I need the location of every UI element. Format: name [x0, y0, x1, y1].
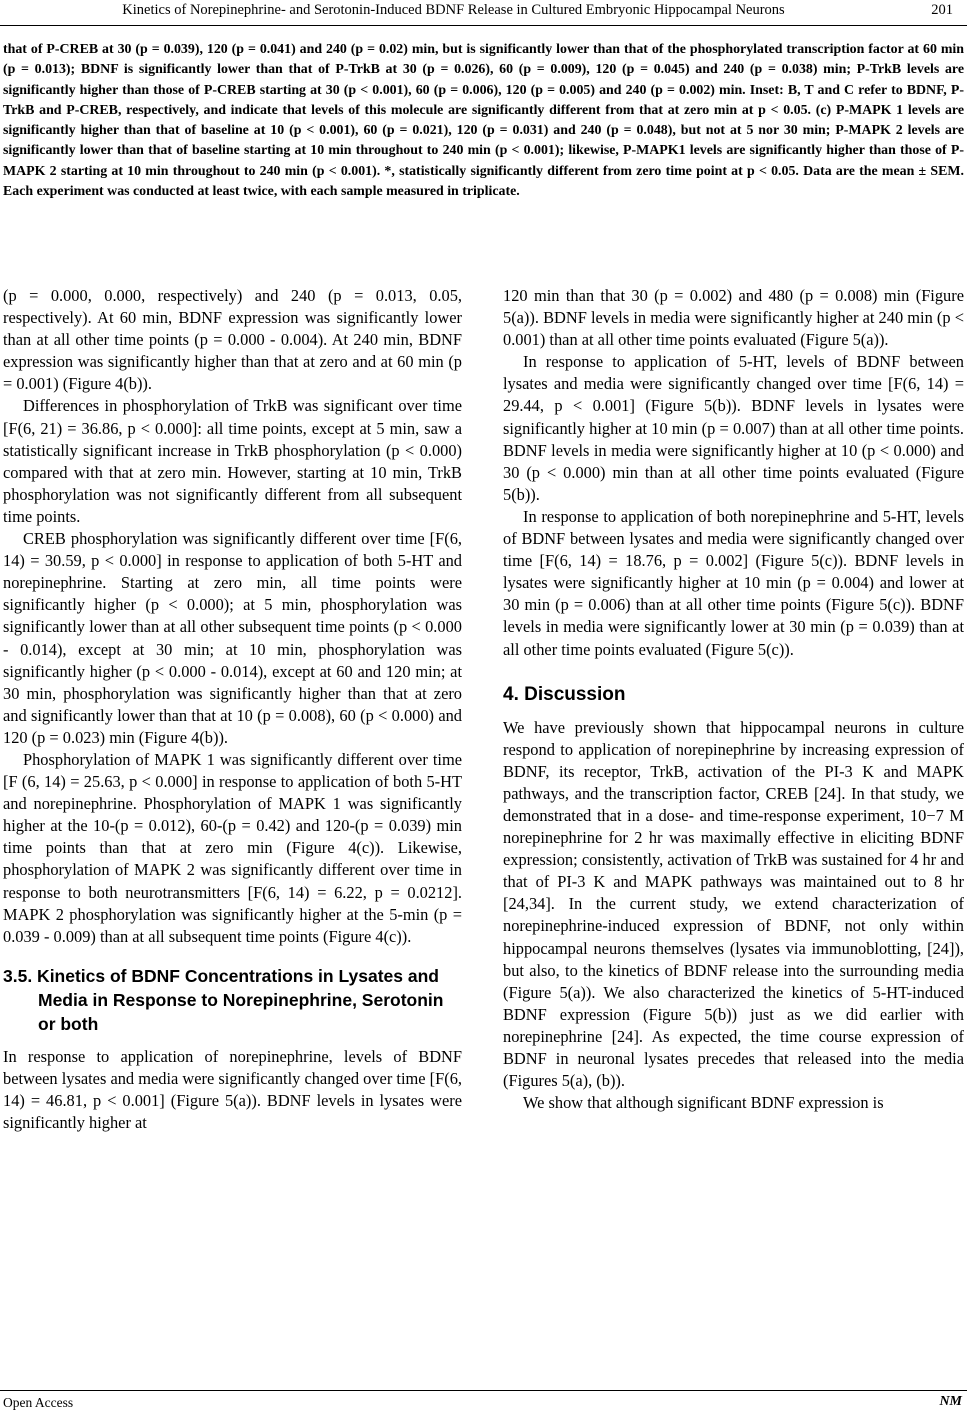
section-heading-discussion: 4. Discussion	[503, 683, 626, 705]
footer-open-access: Open Access	[3, 1395, 74, 1410]
running-title: Kinetics of Norepinephrine- and Serotonin-Induced BDNF Release in Cultured Embryonic Hippocampal Neurons	[122, 2, 785, 18]
paragraph: CREB phosphorylation was significantly different over time [F(6, 14) = 30.59, p < 0.000] in response to application of both 5-HT and norepinephrine. Starting at zero min, all time points were significantly higher (p < 0.000); at 5 min, phosphorylation was significantly lower than at all other subsequent time points (p < 0.000 - 0.014), except at 30 min; at 10 min, phosphorylation was significantly higher (p < 0.000 - 0.014), except at 60 and 120 min; at 30 min, phosphorylation was significantly higher than that at zero and significantly lower than that at 10 (p = 0.008), 60 (p < 0.000) and 120 (p = 0.023) min (Figure 4(b)).	[3, 529, 462, 747]
paragraph: In response to application of norepinephrine, levels of BDNF between lysates and media were significantly changed over time [F(6, 14) = 46.81, p < 0.001] (Figure 5(a)). BDNF levels in lysates were significantly higher at	[3, 1046, 462, 1133]
footer-journal-abbrev: NM	[939, 1394, 962, 1409]
header-rule	[0, 25, 967, 26]
paragraph: Differences in phosphorylation of TrkB was significant over time [F(6, 21) = 36.86, p < 0.000]: all time points, except at 5 min, saw a statistically significant increase in TrkB phosphorylation (p < 0.000) compared with that at zero min. However, starting at 10 min, TrkB phosphorylation was not significantly different from all subsequent time points.	[3, 396, 462, 526]
left-column	[3, 285, 462, 1134]
paragraph: We have previously shown that hippocampal neurons in culture respond to application of norepinephrine by increasing expression of BDNF, its receptor, TrkB, activation of the PI-3 K and MAPK pathways, and the transcription factor, CREB [24]. In that study, we demonstrated that in a dose- and time-response experiment, 10−7 M norepinephrine for 2 hr was maximally effective in eliciting BDNF expression; consistently, activation of TrkB was sustained for 4 hr and that of PI-3 K and MAPK pathways was maintained out to 8 hr [24,34]. In the current study, we extend characterization of norepinephrine-induced expression of BDNF, not only within hippocampal neurons themselves (lysates via immunoblotting, [24]), but also, to the kinetics of BDNF release into the surrounding media (Figure 5(a)). We also characterized the kinetics of 5-HT-induced BDNF expression (Figure 5(b)) just as we did earlier with norepinephrine [24]. As expected, the time course expression of BDNF in neuronal lysates precedes that released into the media (Figures 5(a), (b)).	[503, 717, 964, 1091]
paragraph: We show that although significant BDNF expression is	[523, 1093, 884, 1113]
paragraph: Phosphorylation of MAPK 1 was significantly different over time [F (6, 14) = 25.63, p < 0.000] in response to application of both 5-HT and norepinephrine. Phosphorylation of MAPK 1 was significantly higher at the 10-(p = 0.012), 60-(p = 0.42) and 120-(p = 0.039) min time points than that at zero min (Figure 4(c)). Likewise, phosphorylation of MAPK 2 was significantly different over time in response to both neurotransmitters [F(6, 14) = 6.22, p = 0.0212]. MAPK 2 phosphorylation was significantly higher at the 5-min (p = 0.039 - 0.009) than at all subsequent time points (Figure 4(c)).	[3, 749, 462, 946]
paragraph: (p = 0.000, 0.000, respectively) and 240 (p = 0.013, 0.05, respectively). At 60 min, BDNF expression was significantly lower than at all other time points (p = 0.000 - 0.004). At 240 min, BDNF expression was significantly higher than that at zero and at 60 min (p = 0.001) (Figure 4(b)).	[3, 286, 462, 394]
paragraph: In response to application of both norepinephrine and 5-HT, levels of BDNF between lysates and media were significantly changed over time [F(6, 14) = 18.76, p = 0.002] (Figure 5(c)). BDNF levels in lysates were significantly higher at 10 min (p = 0.004) and lower at 30 min (p = 0.006) than at all other time points (Figure 5(c)). BDNF levels in media were significantly lower at 30 min (p = 0.039) than at all other time points evaluated (Figure 5(c)).	[503, 506, 964, 659]
section-heading-3-5: 3.5. Kinetics of BDNF Concentrations in Lysates and Media in Response to Norepinephrine, Serotonin or both	[3, 965, 444, 1034]
paragraph: 120 min than that 30 (p = 0.002) and 480 (p = 0.008) min (Figure 5(a)). BDNF levels in media were significantly higher at 240 min (p < 0.001) than at all other time points evaluated (Figure 5(a)).	[503, 286, 964, 350]
page-number: 201	[931, 2, 953, 18]
right-column	[503, 285, 964, 1114]
figure-caption-continuation: that of P-CREB at 30 (p = 0.039), 120 (p = 0.041) and 240 (p = 0.02) min, but is significantly lower than that of the phosphorylated transcription factor at 60 min (p = 0.013); BDNF is significantly lower than that of P-TrkB at 30 (p = 0.026), 60 (p = 0.009), 120 (p = 0.045) and 240 (p = 0.038) min; P-TrkB levels are significantly higher than those of P-CREB starting at 30 (p < 0.001), 60 (p = 0.006), 120 (p = 0.005) and 240 (p = 0.002) min. Inset: B, T and C refer to BDNF, P-TrkB and P-CREB, respectively, and indicate that levels of this molecule are significantly different from that at zero min at p < 0.05. (c) P-MAPK 1 levels are significantly higher than that of baseline at 10 (p < 0.001), 60 (p = 0.021), 120 (p = 0.031) and 240 (p = 0.048), but not at 5 nor 30 min; P-MAPK 2 levels are significantly lower than that of baseline starting at 10 min throughout to 240 min (p < 0.001); likewise, P-MAPK1 levels are significantly higher than those of P-MAPK 2 starting at 10 min throughout to 240 min (p < 0.001). *, statistically significantly different from zero time point at p < 0.05. Data are the mean ± SEM. Each experiment was conducted at least twice, with each sample measured in triplicate.	[3, 42, 964, 200]
footer-rule	[0, 1390, 967, 1391]
paragraph: In response to application of 5-HT, levels of BDNF between lysates and media were significantly changed over time [F(6, 14) = 29.44, p < 0.001] (Figure 5(b)). BDNF levels in lysates were significantly higher at 10 min (p = 0.007) than at all other time points. BDNF levels in media were significantly higher at 10 (p < 0.000) and 30 (p < 0.000) min than at all other time points evaluated (Figure 5(b)).	[503, 352, 964, 504]
